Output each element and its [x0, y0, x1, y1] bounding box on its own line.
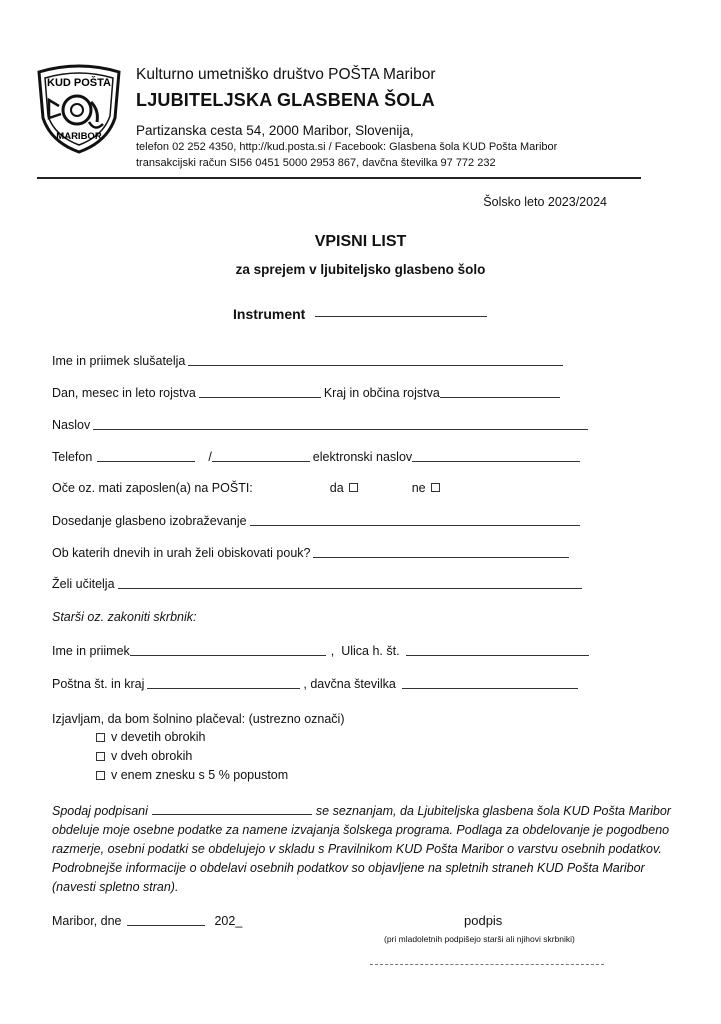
guardian-post-label: Poštna št. in kraj: [52, 677, 145, 691]
yes-label: da: [329, 481, 344, 495]
birth-date-field[interactable]: [199, 385, 321, 398]
payment-statement: Izjavljam, da bom šolnino plačeval: (ustrezno označi): [52, 712, 345, 726]
logo-text-top: KUD POŠTA: [47, 77, 111, 89]
teacher-row: [52, 576, 585, 591]
phone-field-1[interactable]: [97, 449, 195, 462]
header-divider: [37, 177, 641, 179]
phone-label: Telefon: [52, 450, 93, 464]
teacher-label: Želi učitelja: [52, 577, 115, 591]
schedule-label: Ob katerih dnevih in urah želi obiskovati pouk?: [52, 546, 311, 560]
guardian-name-label: Ime in priimek: [52, 644, 130, 658]
signature-label: podpis: [464, 913, 503, 928]
payment-option-3-label: v enem znesku s 5 % popustom: [111, 768, 289, 782]
consent-start: Spodaj podpisani: [52, 804, 148, 818]
signature-note: (pri mladoletnih podpišejo starši ali njihovi skrbniki): [384, 934, 575, 944]
school-year: Šolsko leto 2023/2024: [483, 195, 607, 209]
address-label: Naslov: [52, 418, 91, 432]
address-field[interactable]: [93, 417, 588, 430]
payment-option-2-label: v dveh obrokih: [111, 749, 193, 763]
yes-checkbox[interactable]: [349, 483, 358, 492]
guardian-post-field[interactable]: [147, 676, 300, 689]
signature-line[interactable]: [370, 964, 604, 965]
bank-line: transakcijski račun SI56 0451 5000 2953 867, davčna številka 97 772 232: [136, 157, 496, 169]
birth-date-label: Dan, mesec in leto rojstva: [52, 386, 196, 400]
consent-paragraph: [52, 802, 677, 897]
instrument-row: [233, 304, 490, 322]
kud-posta-logo: [33, 62, 125, 156]
payment-option-1-checkbox[interactable]: [96, 733, 105, 742]
birth-place-field[interactable]: [440, 385, 560, 398]
parent-employed-row: [52, 481, 440, 495]
society-name: Kulturno umetniško društvo POŠTA Maribor: [136, 66, 436, 83]
teacher-field[interactable]: [118, 576, 582, 589]
guardian-post-row: Poštna št. in kraj , davčna številka: [52, 676, 581, 691]
email-field[interactable]: [412, 449, 580, 462]
phone-row: [52, 449, 583, 464]
no-label: ne: [411, 481, 426, 495]
schedule-field[interactable]: [313, 545, 569, 558]
address-line: Partizanska cesta 54, 2000 Maribor, Slovenija,: [136, 123, 414, 138]
schedule-row: [52, 545, 572, 560]
guardian-name-row: Ime in priimek , Ulica h. št.: [52, 643, 592, 658]
instrument-label: Instrument: [233, 306, 306, 322]
payment-option-2-checkbox[interactable]: [96, 752, 105, 761]
prior-education-label: Dosedanje glasbeno izobraževanje: [52, 514, 247, 528]
payment-option-1[interactable]: [96, 730, 206, 744]
logo-text-bottom: MARIBOR: [56, 131, 102, 142]
year-suffix: 202_: [214, 914, 243, 928]
instrument-field[interactable]: [315, 304, 487, 317]
phone-separator: /: [208, 450, 212, 464]
name-row: [52, 353, 566, 368]
payment-option-2[interactable]: [96, 749, 192, 763]
no-checkbox[interactable]: [431, 483, 440, 492]
consent-text: se seznanjam, da Ljubiteljska glasbena šola KUD Pošta Maribor obdeluje moje osebne podatke za namene izvajanja šolskega programa. Podlaga za obdelovanje je pogodbeno razmerje, osebni podatki se obdelujejo v skladu s Pravilnikom KUD Pošta Maribor o varstvu osebnih podatkov. Podrobnejše informacije o obdelavi osebnih podatkov so objavljene na spletnih straneh KUD Pošta Maribor (navesti spletno stran).: [52, 804, 671, 894]
prior-education-row: [52, 513, 583, 528]
document-title: VPISNI LIST: [314, 233, 407, 250]
guardian-heading: Starši oz. zakoniti skrbnik:: [52, 610, 197, 624]
payment-option-1-label: v devetih obrokih: [111, 730, 206, 744]
birth-place-label: Kraj in občina rojstva: [323, 386, 440, 400]
email-label: elektronski naslov: [312, 450, 413, 464]
signee-name-field[interactable]: [152, 803, 312, 815]
name-field[interactable]: [188, 353, 563, 366]
guardian-name-field[interactable]: [130, 643, 326, 656]
birth-row: [52, 385, 563, 400]
place-date-label: Maribor, dne: [52, 914, 122, 928]
prior-education-field[interactable]: [250, 513, 580, 526]
date-field[interactable]: [127, 913, 205, 926]
guardian-street-field[interactable]: [406, 643, 589, 656]
parent-employed-label: Oče oz. mati zaposlen(a) na POŠTI:: [52, 481, 253, 495]
payment-option-3[interactable]: [96, 768, 288, 782]
guardian-tax-label: davčna številka: [310, 677, 396, 691]
school-name: LJUBITELJSKA GLASBENA ŠOLA: [136, 90, 435, 110]
date-row: [52, 913, 242, 928]
payment-option-3-checkbox[interactable]: [96, 771, 105, 780]
document-subtitle: za sprejem v ljubiteljsko glasbeno šolo: [235, 262, 486, 277]
contact-line: telefon 02 252 4350, http://kud.posta.si / Facebook: Glasbena šola KUD Pošta Maribor: [136, 141, 558, 153]
guardian-tax-field[interactable]: [402, 676, 578, 689]
address-row: [52, 417, 591, 432]
phone-field-2[interactable]: [212, 449, 310, 462]
name-label: Ime in priimek slušatelja: [52, 354, 186, 368]
guardian-street-label: Ulica h. št.: [341, 644, 400, 658]
